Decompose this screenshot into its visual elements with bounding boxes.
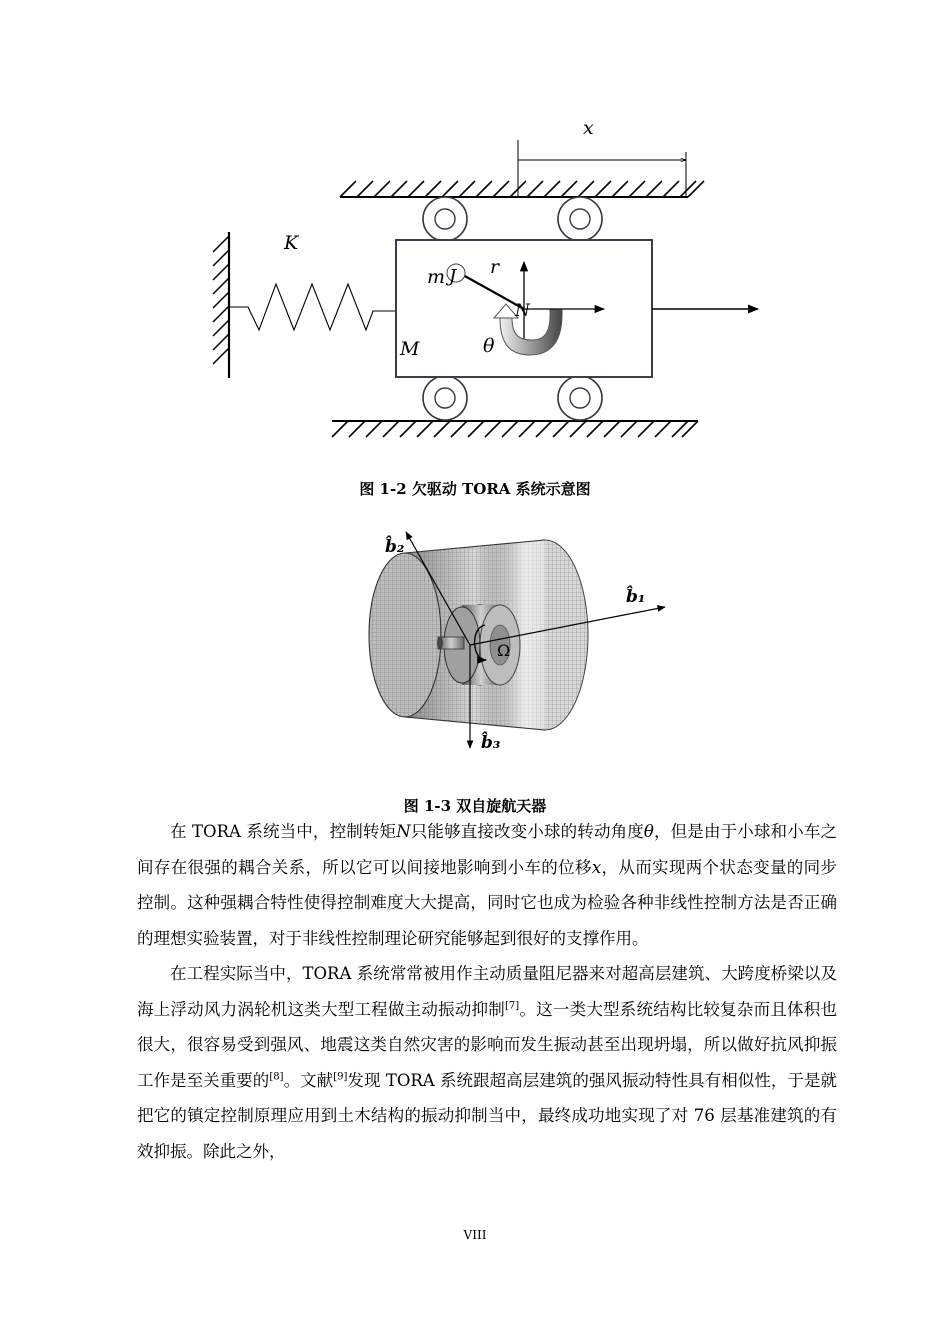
- top-rail: [340, 181, 704, 197]
- bottom-rail: [332, 421, 698, 437]
- citation-7[interactable]: [7]: [505, 1000, 520, 1011]
- omega-label: Ω: [497, 641, 511, 660]
- citation-8[interactable]: [8]: [269, 1071, 284, 1082]
- var-x: x: [591, 857, 602, 877]
- r-label: r: [490, 256, 500, 278]
- k-label: K: [284, 232, 299, 254]
- x-dimension: [518, 117, 686, 197]
- var-theta: θ: [643, 822, 654, 841]
- theta-label: θ: [483, 335, 495, 357]
- figure-1-3-caption: 图 1-3 双自旋航天器: [403, 797, 547, 815]
- body-text: [137, 814, 837, 1169]
- b2-label: b̂₂: [385, 537, 405, 557]
- n-label: N: [515, 301, 530, 321]
- paragraph-1: 在 TORA 系统当中，控制转矩N只能够直接改变小球的转动角度θ，但是由于小球和小车之间存在很强的耦合关系，所以它可以间接地影响到小车的位移x，从而实现两个状态变量的同步控制。这种强耦合特性使得控制难度大大提高，同时它也成为检验各种非线性控制方法是否正确的理想实验装置，对于非线性控制理论研究能够起到很好的支撑作用。: [137, 822, 838, 948]
- spring: [229, 284, 396, 330]
- left-wall: [213, 232, 229, 378]
- b1-label: b̂₁: [626, 587, 646, 607]
- citation-9[interactable]: [9]: [333, 1071, 348, 1082]
- figure-1-2-caption: 图 1-2 欠驱动 TORA 系统示意图: [359, 480, 591, 498]
- m-big-label: M: [400, 338, 420, 360]
- paragraph-2: 在工程实际当中，TORA 系统常常被用作主动质量阻尼器来对超高层建筑、大跨度桥梁以及海上浮动风力涡轮机这类大型工程做主动振动抑制[7]。这一类大型系统结构比较复杂而且体积也很大，很容易受到强风、地震这类自然灾害的影响而发生振动甚至出现坍塌，所以做好抗风抑振工作是至关重要的[8]。文献[9]发现 TORA 系统跟超高层建筑的强风振动特性具有相似性，于是就把它的镇定控制原理应用到土木结构的振动抑制当中，最终成功地实现了对 76 层基准建筑的有效抑振。除此之外，: [137, 964, 838, 1161]
- m-label: m: [427, 266, 446, 288]
- dual-spin-spacecraft-figure: [330, 520, 675, 760]
- b3-label: b̂₃: [481, 733, 501, 753]
- page-number: VIII: [463, 1228, 487, 1242]
- x-label: x: [583, 117, 594, 139]
- tora-schematic-figure: [200, 110, 770, 450]
- var-n: N: [396, 822, 411, 841]
- j-label: J: [449, 266, 457, 287]
